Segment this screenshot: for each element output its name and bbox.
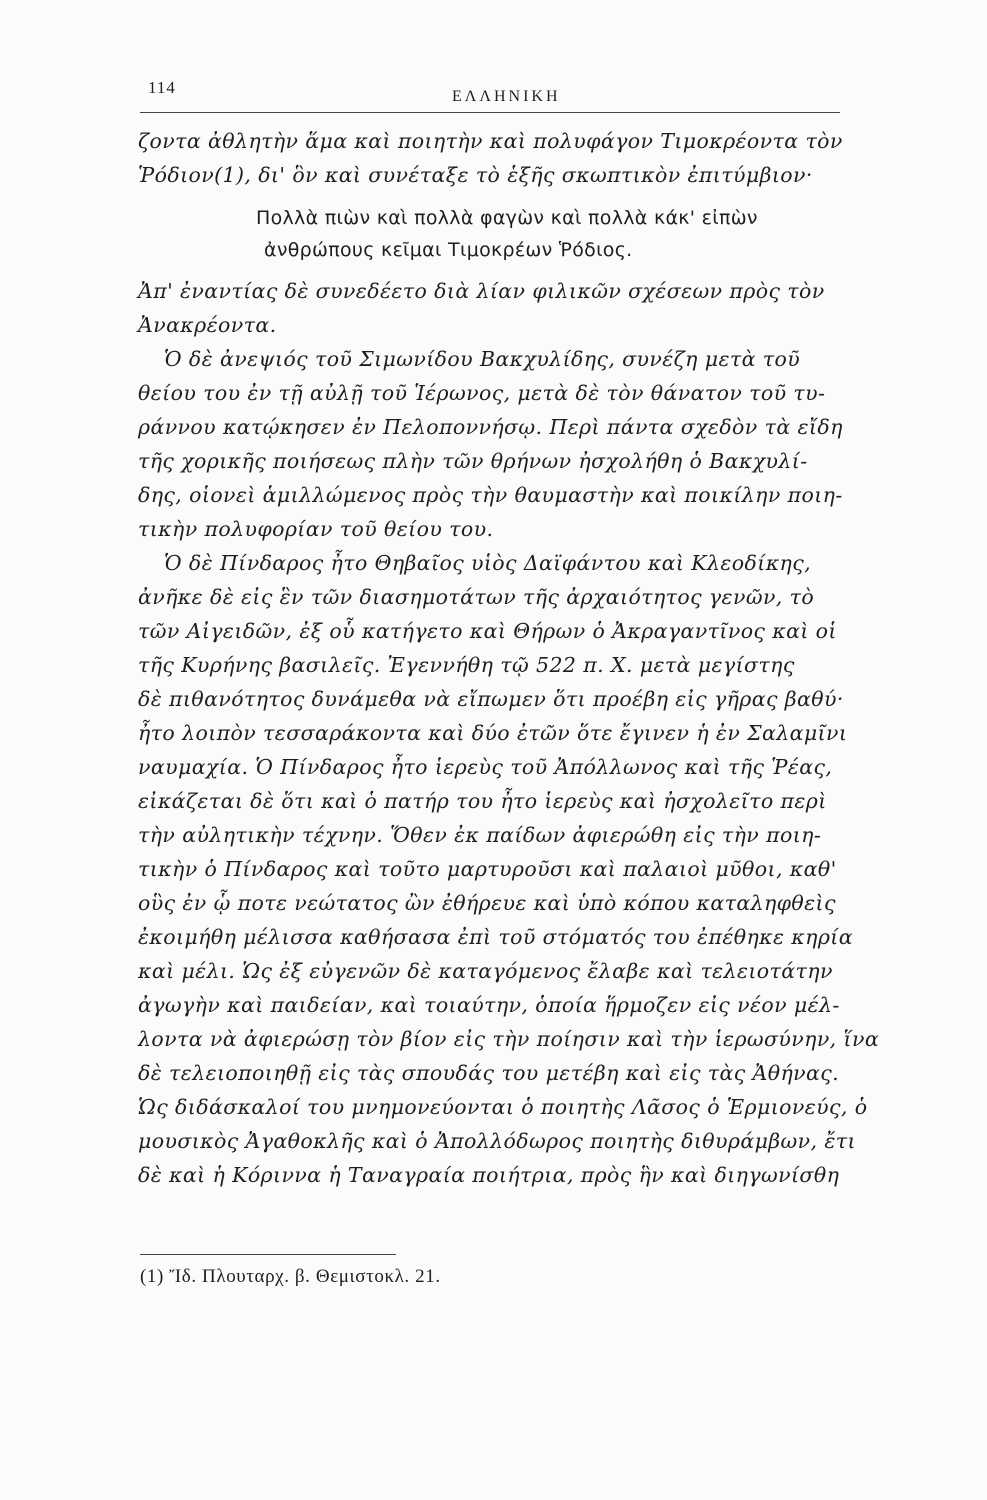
- paragraph-4: [138, 546, 880, 1192]
- text-line: Ὁ δὲ Πίνδαρος ἦτο Θηβαῖος υἱὸς Δαϊφάντου καὶ Κλεοδίκης,: [164, 551, 812, 575]
- footnote-rule: [140, 1254, 396, 1255]
- text-line: ἀγωγὴν καὶ παιδείαν, καὶ τοιαύτην, ὁποία ἥρμοζεν εἰς νέον μέλ-: [138, 993, 840, 1017]
- text-line: Ὡς διδάσκαλοί του μνημονεύονται ὁ ποιητὴς Λᾶσος ὁ Ἑρμιονεύς, ὁ: [138, 1095, 868, 1119]
- text-line: Ῥόδιον(1), δι' ὃν καὶ συνέταξε τὸ ἑξῆς σκωπτικὸν ἐπιτύμβιον·: [138, 163, 813, 187]
- header-rule: [140, 112, 840, 113]
- text-line: δὲ καὶ ἡ Κόριννα ἡ Ταναγραία ποιήτρια, πρὸς ἣν καὶ διηγωνίσθη: [138, 1163, 840, 1187]
- text-line: ζοντα ἀθλητὴν ἅμα καὶ ποιητὴν καὶ πολυφάγον Τιμοκρέοντα τὸν: [138, 129, 843, 153]
- page-header: [140, 74, 840, 114]
- text-line: Ὁ δὲ ἀνεψιός τοῦ Σιμωνίδου Βακχυλίδης, συνέζη μετὰ τοῦ: [164, 347, 801, 371]
- paragraph-2: [138, 274, 854, 342]
- text-line: τικὴν πολυφορίαν τοῦ θείου του.: [138, 517, 494, 541]
- epitaph-verse: [138, 202, 854, 266]
- text-line: τῶν Αἰγειδῶν, ἐξ οὗ κατήγετο καὶ Θήρων ὁ Ἀκραγαντῖνος καὶ οἱ: [138, 619, 837, 643]
- text-line: λοντα νὰ ἀφιερώσῃ τὸν βίον εἰς τὴν ποίησιν καὶ τὴν ἱερωσύνην, ἵνα: [138, 1027, 880, 1051]
- text-line: ἀνῆκε δὲ εἰς ἓν τῶν διασημοτάτων τῆς ἀρχαιότητος γενῶν, τὸ: [138, 585, 815, 609]
- text-line: τῆς χορικῆς ποιήσεως πλὴν τῶν θρήνων ἠσχολήθη ὁ Βακχυλί-: [138, 449, 808, 473]
- text-line: θείου του ἐν τῇ αὐλῇ τοῦ Ἱέρωνος, μετὰ δὲ τὸν θάνατον τοῦ τυ-: [138, 381, 826, 405]
- paragraph-3: [138, 342, 854, 546]
- text-line: τικὴν ὁ Πίνδαρος καὶ τοῦτο μαρτυροῦσι καὶ παλαιοὶ μῦθοι, καθ': [138, 857, 837, 881]
- text-line: δὲ τελειοποιηθῇ εἰς τὰς σπουδάς του μετέβη καὶ εἰς τὰς Ἀθήνας.: [138, 1061, 840, 1085]
- text-line: Ἀνακρέοντα.: [138, 313, 277, 337]
- paragraph-1: [138, 124, 854, 192]
- text-line: τὴν αὐλητικὴν τέχνην. Ὅθεν ἐκ παίδων ἀφιερώθη εἰς τὴν ποιη-: [138, 823, 822, 847]
- text-line: καὶ μέλι. Ὡς ἐξ εὐγενῶν δὲ καταγόμενος ἔλαβε καὶ τελειοτάτην: [138, 959, 833, 983]
- text-line: δης, οἱονεὶ ἁμιλλώμενος πρὸς τὴν θαυμαστὴν καὶ ποικίλην ποιη-: [138, 483, 843, 507]
- page-number: 114: [148, 78, 176, 97]
- text-line: οὓς ἐν ᾧ ποτε νεώτατος ὢν ἐθήρευε καὶ ὑπὸ κόπου καταληφθεὶς: [138, 891, 836, 915]
- text-line: μουσικὸς Ἀγαθοκλῆς καὶ ὁ Ἀπολλόδωρος ποιητὴς διθυράμβων, ἔτι: [138, 1129, 856, 1153]
- text-line: ἐκοιμήθη μέλισσα καθήσασα ἐπὶ τοῦ στόματός του ἐπέθηκε κηρία: [138, 925, 853, 949]
- text-line: Ἀπ' ἐναντίας δὲ συνεδέετο διὰ λίαν φιλικῶν σχέσεων πρὸς τὸν: [138, 279, 825, 303]
- verse-line: Πολλὰ πιὼν καὶ πολλὰ φαγὼν καὶ πολλὰ κάκ' εἰπὼν: [256, 207, 758, 229]
- text-line: ἦτο λοιπὸν τεσσαράκοντα καὶ δύο ἐτῶν ὅτε ἔγινεν ἡ ἐν Σαλαμῖνι: [138, 721, 848, 745]
- footnote: (1) Ἴδ. Πλουταρχ. β. Θεμιστοκλ. 21.: [140, 1266, 441, 1287]
- verse-line: ἀνθρώπους κεῖμαι Τιμοκρέων Ῥόδιος.: [264, 239, 633, 261]
- text-line: ράννου κατῴκησεν ἐν Πελοποννήσῳ. Περὶ πάντα σχεδὸν τὰ εἴδη: [138, 415, 843, 439]
- text-line: εἰκάζεται δὲ ὅτι καὶ ὁ πατήρ του ἦτο ἱερεὺς καὶ ἠσχολεῖτο περὶ: [138, 789, 827, 813]
- body-text: [138, 124, 880, 1192]
- text-line: δὲ πιθανότητος δυνάμεθα νὰ εἴπωμεν ὅτι προέβη εἰς γῆρας βαθύ·: [138, 687, 844, 711]
- running-head: ΕΛΛΗΝΙΚΗ: [452, 88, 561, 105]
- text-line: τῆς Κυρήνης βασιλεῖς. Ἐγεννήθη τῷ 522 π. Χ. μετὰ μεγίστης: [138, 653, 795, 677]
- text-line: ναυμαχία. Ὁ Πίνδαρος ἦτο ἱερεὺς τοῦ Ἀπόλλωνος καὶ τῆς Ῥέας,: [138, 755, 833, 779]
